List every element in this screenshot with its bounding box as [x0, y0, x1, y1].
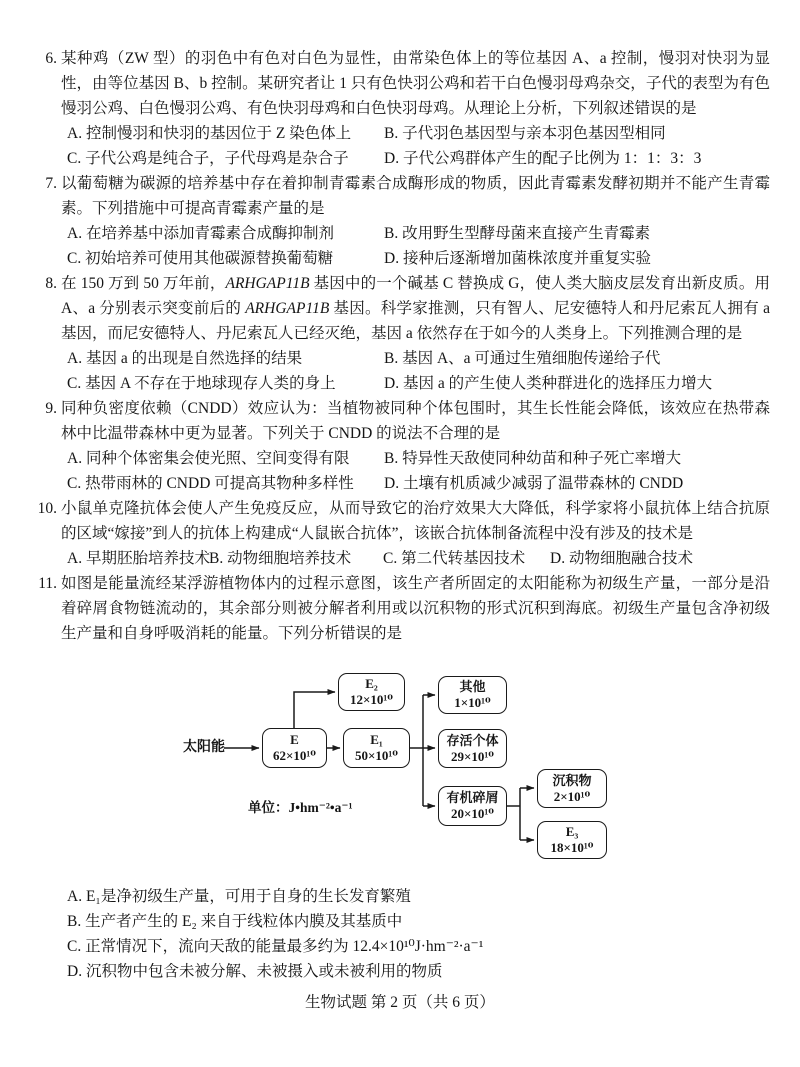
node-value: 12×10¹⁰: [350, 692, 393, 707]
option-c: C. 基因 A 不存在于地球现存人类的身上: [67, 375, 336, 392]
gene-name-italic: ARHGAP11B: [245, 300, 330, 317]
options-q9: [61, 446, 770, 496]
question-stem: 同种负密度依赖（CNDD）效应认为：当植物被同种个体包围时，其生长性能会降低，该效应在热带森林中比温带森林中更为显著。下列关于 CNDD 的说法不合理的是: [61, 400, 770, 442]
stem-text: 在 150 万到 50 万年前，: [61, 275, 226, 292]
node-organic-debris: [438, 786, 507, 826]
option-c: C. 子代公鸡是纯合子，子代母鸡是杂合子: [67, 150, 349, 167]
gene-name-italic: ARHGAP11B: [225, 275, 310, 292]
question-stem: 某种鸡（ZW 型）的羽色中有色对白色为显性，由常染色体上的等位基因 A、a 控制，慢羽对快羽为显性，由等位基因 B、b 控制。某研究者让 1 只有色快羽公鸡和若干白色慢羽母鸡杂交，子代的表型为有色慢羽公鸡、白色慢羽公鸡、有色快羽母鸡和白色快羽母鸡。从理论上分析，下列叙述错误的是: [61, 50, 770, 117]
option-b: B. 子代羽色基因型与亲本羽色基因型相同: [384, 125, 666, 142]
option-b: B. 动物细胞培养技术: [209, 550, 352, 567]
option-a: A. 早期胚胎培养技术: [67, 550, 210, 567]
node-name: 存活个体: [446, 732, 499, 748]
node-value: 62×10¹⁰: [273, 748, 316, 763]
node-sediment: [537, 769, 607, 808]
question-stem: 以葡萄糖为碳源的培养基中存在着抑制青霉素合成酶形成的物质，因此青霉素发酵初期并不能产生青霉素。下列措施中可提高青霉素产量的是: [61, 175, 770, 217]
question-7: [30, 171, 770, 271]
node-value: 50×10¹⁰: [355, 748, 398, 763]
option-d: D. 土壤有机质减少减弱了温带森林的 CNDD: [384, 475, 684, 492]
option-d: D. 子代公鸡群体产生的配子比例为 1：1：3：3: [384, 150, 702, 167]
option-b: B. 基因 A、a 可通过生殖细胞传递给子代: [384, 350, 661, 367]
question-6: [30, 46, 770, 171]
question-10: [30, 496, 770, 571]
options-q11: [61, 884, 770, 984]
question-number: 9.: [45, 400, 57, 417]
option-c: C. 初始培养可使用其他碳源替换葡萄糖: [67, 250, 334, 267]
option-a: A. 在培养基中添加青霉素合成酶抑制剂: [67, 225, 334, 242]
option-c: C. 第二代转基因技术: [383, 550, 526, 567]
option-d: D. 基因 a 的产生使人类种群进化的选择压力增大: [384, 375, 713, 392]
question-9: [30, 396, 770, 496]
option-b: B. 生产者产生的 E₂ 来自于线粒体内膜及其基质中: [67, 913, 403, 930]
node-name: E₃: [565, 824, 579, 839]
unit-label: 单位：J•hm⁻²•a⁻¹: [248, 800, 353, 815]
option-b: B. 特异性天敌使同种幼苗和种子死亡率增大: [384, 450, 682, 467]
question-number: 10.: [37, 500, 57, 517]
question-11: [30, 571, 770, 984]
options-q8: [61, 346, 770, 396]
node-value: 1×10¹⁰: [454, 695, 491, 710]
flow-arrows: [61, 664, 770, 876]
solar-energy-label: 太阳能: [183, 740, 225, 755]
option-d: D. 动物细胞融合技术: [550, 550, 693, 567]
options-q10: [61, 546, 770, 571]
question-number: 6.: [45, 50, 57, 67]
node-name: E: [290, 732, 299, 747]
page-footer: 生物试题 第 2 页（共 6 页）: [305, 994, 495, 1011]
stem-text: 基因中的一个碱基 C 替换成 G，使人类大脑皮层发育出新皮质。用 A、a 分别表示突变前后的: [61, 275, 770, 317]
option-b: B. 改用野生型酵母菌来直接产生青霉素: [384, 225, 651, 242]
option-a: A. 同种个体密集会使光照、空间变得有限: [67, 450, 350, 467]
option-c: C. 热带雨林的 CNDD 可提高其物种多样性: [67, 475, 354, 492]
option-d: D. 沉积物中包含未被分解、未被摄入或未被利用的物质: [67, 963, 443, 980]
option-d: D. 接种后逐渐增加菌株浓度并重复实验: [384, 250, 651, 267]
node-e: [262, 728, 327, 768]
node-value: 2×10¹⁰: [553, 788, 591, 804]
option-a: A. E₁是净初级生产量，可用于自身的生长发育繁殖: [67, 888, 411, 905]
question-number: 7.: [45, 175, 57, 192]
node-e3: [537, 821, 607, 859]
node-name: 其他: [459, 679, 486, 694]
node-e2: [338, 673, 405, 711]
node-value: 29×10¹⁰: [451, 748, 494, 764]
options-q6: [61, 121, 770, 171]
question-stem: 小鼠单克隆抗体会使人产生免疫反应，从而导致它的治疗效果大大降低，科学家将小鼠抗体上结合抗原的区域“嫁接”到人的抗体上构建成“人鼠嵌合抗体”，该嵌合抗体制备流程中没有涉及的技术是: [61, 500, 770, 542]
node-other: [438, 676, 507, 714]
stem-text: 基因。科学家推测，只有智人、尼安德特人和丹尼索瓦人拥有 a 基因，而尼安德特人、丹尼索瓦人已经灭绝，基因 a 依然存在于如今的人类身上。下列推测合理的是: [61, 300, 770, 342]
option-c: C. 正常情况下，流向天敌的能量最多约为 12.4×10¹⁰J·hm⁻²·a⁻¹: [67, 938, 484, 955]
question-stem: 如图是能量流经某浮游植物体内的过程示意图，该生产者所固定的太阳能称为初级生产量，一部分是沿着碎屑食物链流动的，其余部分则被分解者利用或以沉积物的形式沉积到海底。初级生产量包含净初级生产量和自身呼吸消耗的能量。下列分析错误的是: [61, 575, 770, 642]
question-8: [30, 271, 770, 396]
options-q7: [61, 221, 770, 271]
question-stem: [61, 271, 770, 346]
question-number: 8.: [45, 275, 57, 292]
node-value: 18×10¹⁰: [550, 840, 594, 855]
energy-flow-diagram: [61, 664, 770, 876]
question-number: 11.: [38, 575, 57, 592]
node-name: E₁: [370, 732, 383, 747]
option-a: A. 控制慢羽和快羽的基因位于 Z 染色体上: [67, 125, 352, 142]
node-surviving-individuals: [438, 729, 507, 768]
node-name: E₂: [365, 676, 378, 691]
node-e1: [343, 728, 410, 768]
option-a: A. 基因 a 的出现是自然选择的结果: [67, 350, 303, 367]
node-value: 20×10¹⁰: [451, 806, 494, 821]
node-name: 有机碎屑: [446, 790, 499, 805]
node-name: 沉积物: [552, 772, 592, 788]
